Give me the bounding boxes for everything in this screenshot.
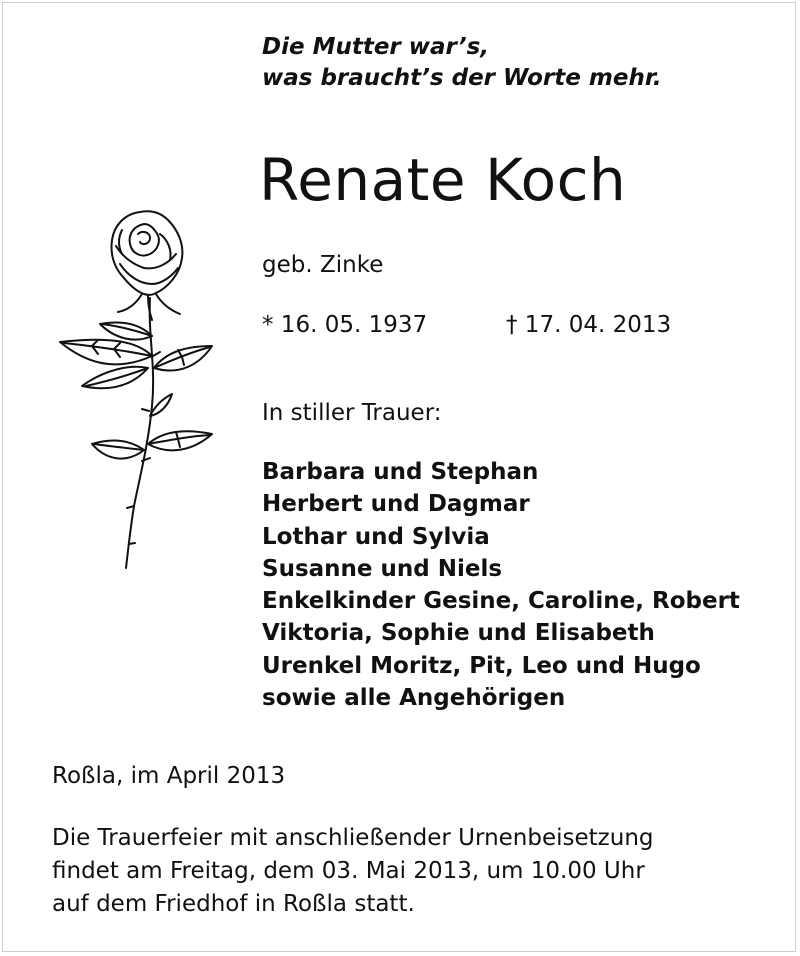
death-date: † 17. 04. 2013	[506, 312, 672, 338]
mourner-line: Barbara und Stephan	[262, 459, 539, 485]
mourner-line: Herbert und Dagmar	[262, 491, 530, 518]
mourner-line: Lothar und Sylvia	[262, 523, 490, 550]
deceased-name: Renate Koch	[259, 146, 627, 214]
funeral-notice	[52, 822, 744, 921]
life-dates	[262, 312, 672, 338]
quote-line: Die Mutter war’s,	[262, 34, 490, 60]
rose-icon	[52, 206, 216, 576]
memorial-quote	[262, 32, 762, 94]
mourner-line: Viktoria, Sophie und Elisabeth	[262, 620, 655, 647]
quote-line: was braucht’s der Worte mehr.	[262, 65, 662, 91]
mourner-line: Susanne und Niels	[262, 555, 503, 582]
funeral-line: Die Trauerfeier mit anschließender Urnenbeisetzung	[52, 825, 654, 851]
grief-intro: In stiller Trauer:	[262, 400, 442, 426]
mourner-line: sowie alle Angehörigen	[262, 685, 566, 712]
funeral-line: findet am Freitag, dem 03. Mai 2013, um 10.00 Uhr	[52, 858, 645, 884]
mourner-line: Enkelkinder Gesine, Caroline, Robert	[262, 588, 740, 615]
place-date: Roßla, im April 2013	[52, 763, 286, 789]
birth-name: geb. Zinke	[262, 252, 384, 278]
mourner-line: Urenkel Moritz, Pit, Leo und Hugo	[262, 652, 701, 679]
birth-date: * 16. 05. 1937	[262, 312, 428, 338]
mourners-list	[262, 456, 740, 714]
funeral-line: auf dem Friedhof in Roßla statt.	[52, 891, 415, 917]
